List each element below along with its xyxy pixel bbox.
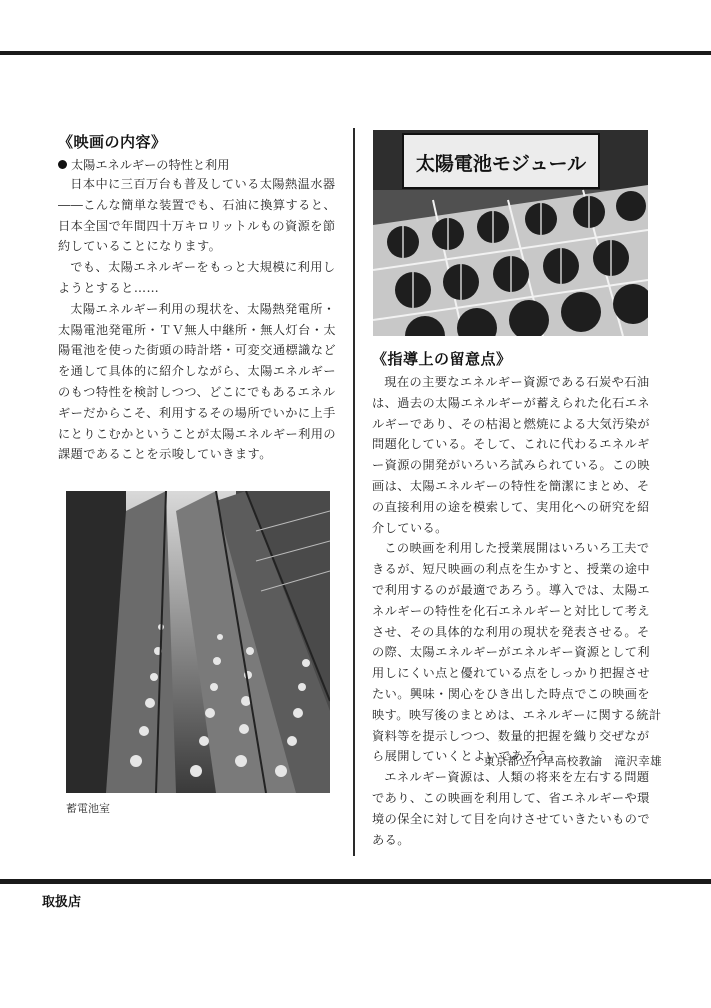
solar-module-sign: 太陽電池モジュール xyxy=(415,153,587,175)
teaching-notes-body xyxy=(372,372,662,850)
subheading-text: 太陽エネルギーの特性と利用 xyxy=(71,158,230,172)
paragraph: 現在の主要なエネルギー資源である石炭や石油は、過去の太陽エネルギーが蓄えられた化石エネルギーであり、その枯渇と燃焼による大気汚染が問題化している。そして、これに代わるエネルギー資源の開発がいろいろ試みられている。この映画は、太陽エネルギーの特性を簡潔にまとめ、その直接利用の途を模索して、実用化への研究を紹介している。 xyxy=(372,375,651,535)
paragraph: エネルギー資源は、人類の将来を左右する問題であり、この映画を利用して、省エネルギーや環境の保全に対して目を向けさせていきたいものである。 xyxy=(372,770,651,847)
author-signature: 東京都立竹早高校教諭 滝沢幸雄 xyxy=(483,754,662,768)
paragraph: この映画を利用した授業展開はいろいろ工夫できるが、短尺映画の利点を生かすと、授業の途中で利用するのが最適であろう。導入では、太陽エネルギーの特性を化石エネルギーと対比して考えさせ、その具体的な利用の現状を発表させる。その際、太陽エネルギーがエネルギー資源として利用しにくい点と優れている点をしっかり把握させたい。興味・関心をひき出した時点でこの映画を映す。映写後のまとめは、エネルギーに関する統計資料等を提示しつつ、数量的把握を織り交ぜながら展開していくとよいであろう。 xyxy=(372,541,662,764)
battery-room-photo xyxy=(66,491,330,793)
film-content-heading: 《映画の内容》 xyxy=(58,133,167,151)
column-divider xyxy=(353,128,355,856)
paragraph: 日本中に三百万台も普及している太陽熱温水器――こんな簡単な装置でも、石油に換算すると、日本全国で年間四十万キロリットルもの資源を節約していることになります。 xyxy=(58,177,337,254)
distributor-label: 取扱店 xyxy=(42,895,82,910)
top-rule xyxy=(0,51,711,55)
paragraph: 太陽エネルギー利用の現状を、太陽熱発電所・太陽電池発電所・ＴＶ無人中継所・無人灯台・太陽電池を使った街頭の時計塔・可変交通標識などを通して具体的に紹介しながら、太陽エネルギーのもつ特性を検討しつつ、どこにでもあるエネルギーだからこそ、利用するその場所でいかに上手にとりこむかということが太陽エネルギー利用の課題であることを示唆していきます。 xyxy=(58,301,337,462)
solar-module-photo xyxy=(373,130,648,336)
bullet-icon xyxy=(58,160,67,169)
paragraph: でも、太陽エネルギーをもっと大規模に利用しようとすると…… xyxy=(58,260,336,295)
teaching-notes-heading: 《指導上の留意点》 xyxy=(372,350,512,368)
film-content-body xyxy=(58,174,340,465)
bottom-rule xyxy=(0,879,711,884)
battery-room-caption: 蓄電池室 xyxy=(66,802,110,815)
film-content-subheading xyxy=(58,156,229,173)
